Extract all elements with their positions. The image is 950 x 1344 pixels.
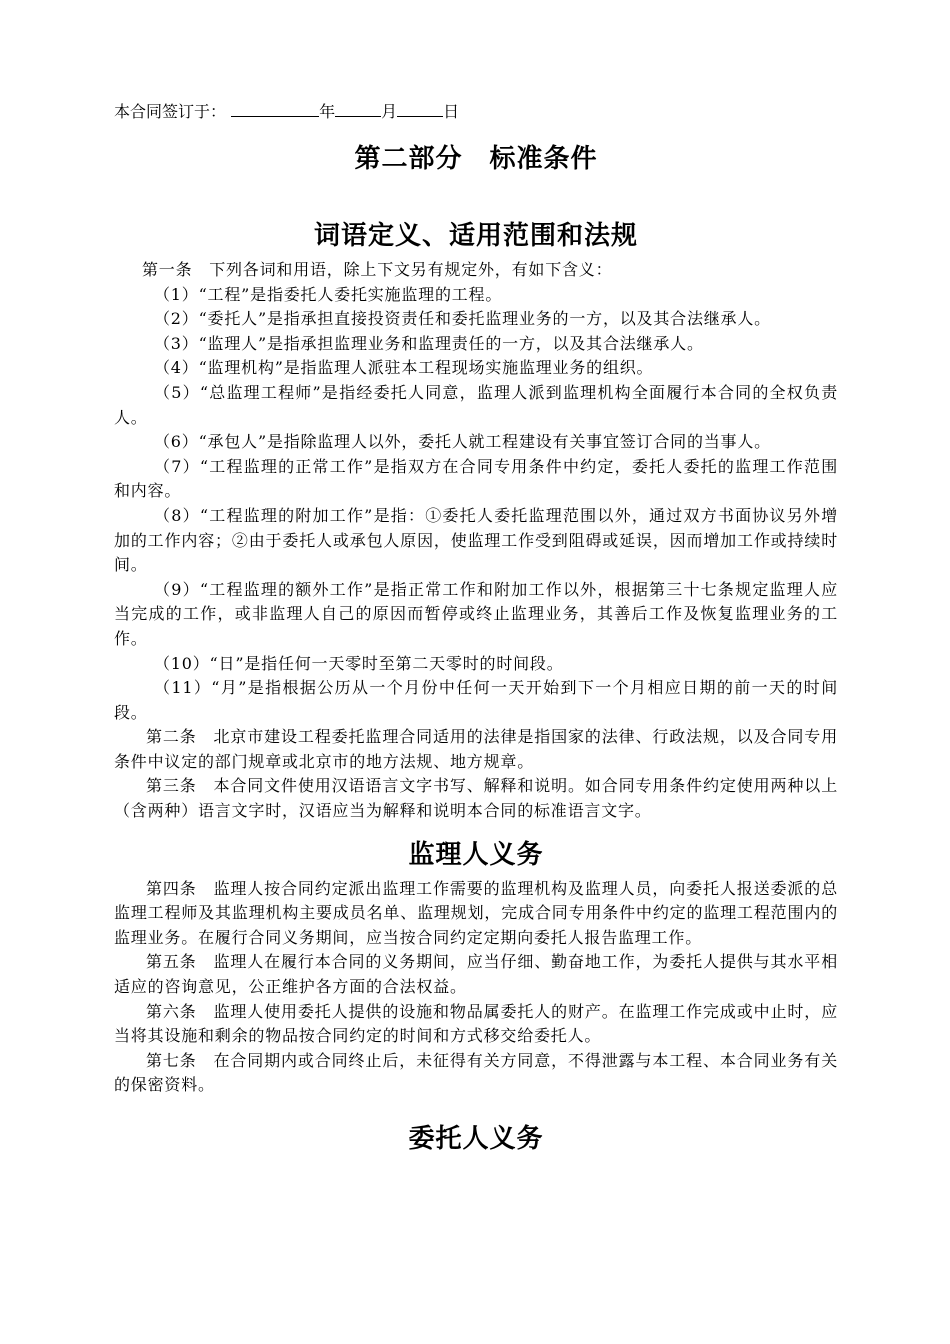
section-title-definitions: 词语定义、适用范围和法规 bbox=[313, 221, 638, 251]
article-2: 第二条 北京市建设工程委托监理合同适用的法律是指国家的法律、行政法规，以及合同专用条件中议定的部门规章或北京市的地方法规、地方规章。 bbox=[114, 727, 838, 771]
definition-item: （8）“工程监理的附加工作”是指：①委托人委托监理范围以外，通过双方书面协议另外增加的工作内容；②由于委托人或承包人原因，使监理工作受到阻碍或延误，因而增加工作或持续时间。 bbox=[114, 505, 838, 575]
signing-date-label: 本合同签订于： bbox=[114, 102, 227, 121]
month-blank bbox=[335, 98, 381, 117]
day-blank bbox=[397, 98, 443, 117]
part-title: 第二部分 标准条件 bbox=[354, 144, 598, 174]
article-1: 第一条 下列各词和用语，除上下文另有规定外，有如下含义： bbox=[142, 260, 613, 279]
article-3: 第三条 本合同文件使用汉语语言文字书写、解释和说明。如合同专用条件约定使用两种以上（含两种）语言文字时，汉语应当为解释和说明本合同的标准语言文字。 bbox=[114, 776, 838, 821]
article-4: 第四条 监理人按合同约定派出监理工作需要的监理机构及监理人员，向委托人报送委派的总监理工程师及其监理机构主要成员名单、监理规划，完成合同专用条件中约定的监理工程范围内的监理业务。在履行合同义务期间，应当按合同约定定期向委托人报告监理工作。 bbox=[114, 878, 838, 947]
year-blank bbox=[231, 98, 319, 117]
year-label: 年 bbox=[319, 102, 336, 121]
month-label: 月 bbox=[381, 102, 398, 121]
signing-date-line bbox=[114, 98, 838, 126]
definition-item: （2）“委托人”是指承担直接投资责任和委托监理业务的一方，以及其合法继承人。 bbox=[154, 309, 771, 329]
day-label: 日 bbox=[443, 102, 460, 121]
article-7: 第七条 在合同期内或合同终止后，未征得有关方同意，不得泄露与本工程、本合同业务有关的保密资料。 bbox=[114, 1050, 838, 1095]
article-6: 第六条 监理人使用委托人提供的设施和物品属委托人的财产。在监理工作完成或中止时，应当将其设施和剩余的物品按合同约定的时间和方式移交给委托人。 bbox=[114, 1001, 838, 1046]
definition-item: （3）“监理人”是指承担监理业务和监理责任的一方，以及其合法继承人。 bbox=[154, 333, 704, 353]
document-page bbox=[114, 98, 838, 1161]
section-title-client-duties: 委托人义务 bbox=[408, 1124, 544, 1154]
spacer bbox=[114, 1098, 838, 1108]
definition-item: （11）“月”是指根据公历从一个月份中任何一天开始到下一个月相应日期的前一天的时间段。 bbox=[114, 678, 838, 722]
section-title-supervisor-duties: 监理人义务 bbox=[408, 839, 544, 870]
definition-item: （7）“工程监理的正常工作”是指双方在合同专用条件中约定，委托人委托的监理工作范围和内容。 bbox=[114, 456, 838, 501]
definition-item: （1）“工程”是指委托人委托实施监理的工程。 bbox=[154, 284, 503, 304]
definition-item: （9）“工程监理的额外工作”是指正常工作和附加工作以外，根据第三十七条规定监理人应当完成的工作，或非监理人自己的原因而暂停或终止监理业务，其善后工作及恢复监理业务的工作。 bbox=[114, 579, 838, 648]
definition-item: （6）“承包人”是指除监理人以外，委托人就工程建设有关事宜签订合同的当事人。 bbox=[154, 432, 771, 452]
article-5: 第五条 监理人在履行本合同的义务期间，应当仔细、勤奋地工作，为委托人提供与其水平相适应的咨询意见，公正维护各方面的合法权益。 bbox=[114, 952, 838, 997]
definition-item: （10）“日”是指任何一天零时至第二天零时的时间段。 bbox=[154, 653, 564, 673]
definition-item: （4）“监理机构”是指监理人派驻本工程现场实施监理业务的组织。 bbox=[154, 358, 654, 378]
definition-item: （5）“总监理工程师”是指经委托人同意，监理人派到监理机构全面履行本合同的全权负责人。 bbox=[114, 382, 838, 427]
